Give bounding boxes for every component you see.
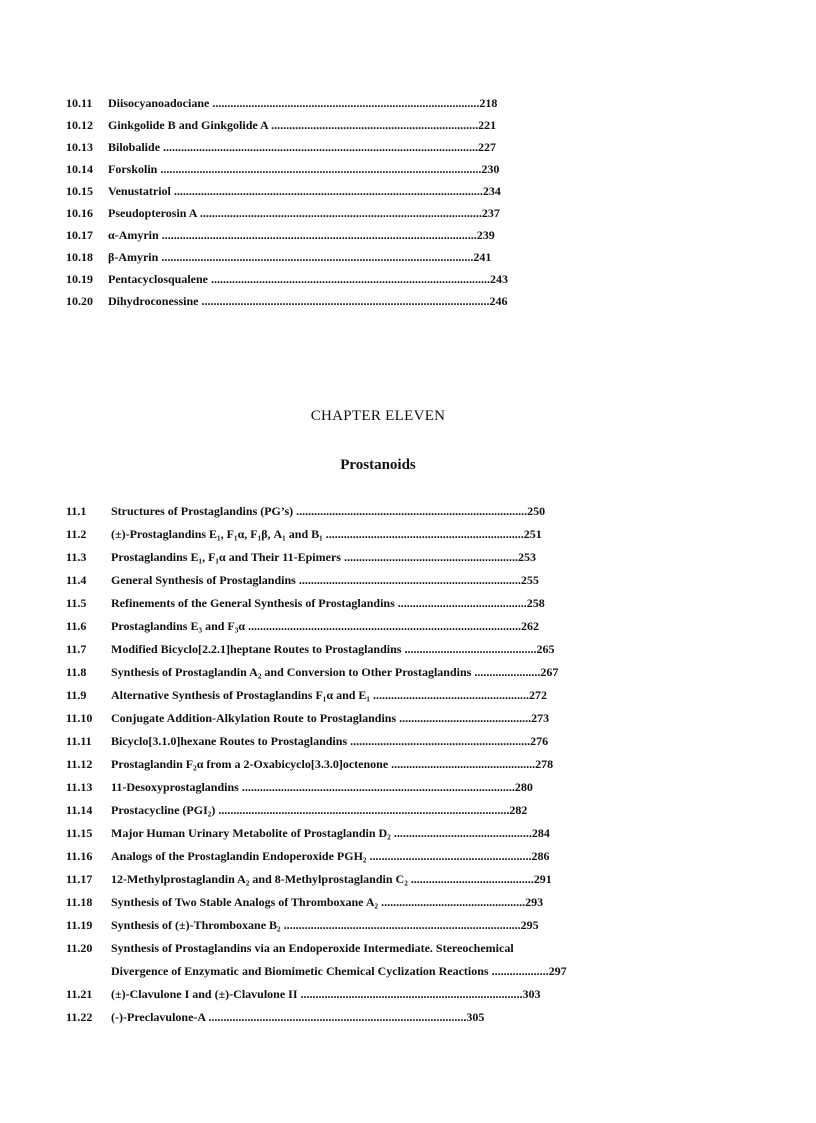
entry-title: 11-Desoxyprostaglandins	[111, 780, 239, 794]
entry-number: 10.12	[66, 118, 93, 132]
toc-entry	[66, 872, 552, 886]
toc-entry	[66, 918, 539, 932]
toc-entry	[66, 527, 542, 541]
entry-page: 227	[478, 140, 497, 154]
entry-title: Modified Bicyclo[2.2.1]heptane Routes to Prostaglandins	[111, 642, 402, 656]
leader-dots: ................................................................................................	[198, 294, 490, 308]
toc-entry	[66, 272, 508, 286]
leader-dots: .................................................................................................	[215, 803, 510, 817]
entry-title: Prostaglandin F₂α from a 2-Oxabicyclo[3.3.0]octenone	[111, 757, 389, 771]
leader-dots: .....................................................................	[268, 118, 479, 132]
leader-dots: .........................................................................................................	[160, 140, 479, 154]
entry-title: Forskolin	[108, 162, 158, 176]
leader-dots: ...........................................................................................	[238, 780, 515, 794]
toc-entry	[66, 757, 553, 771]
entry-title: Prostaglandins E₃ and F₃α	[111, 619, 246, 633]
entry-number: 10.13	[66, 140, 93, 154]
entry-number: 10.19	[66, 272, 93, 286]
entry-number: 11.5	[66, 596, 87, 610]
entry-page: 243	[490, 272, 508, 286]
leader-dots: ..........................................................................	[295, 573, 521, 587]
entry-page: 237	[481, 206, 500, 220]
entry-title: Pentacyclosqualene	[108, 272, 208, 286]
entry-number: 11.7	[66, 642, 87, 656]
entry-title: Ginkgolide B and Ginkgolide A	[108, 118, 269, 132]
entry-number: 11.9	[66, 688, 87, 702]
entry-page: 234	[482, 184, 501, 198]
leader-dots: .............................................................................................	[208, 272, 490, 286]
toc-entry	[66, 206, 500, 220]
entry-page: 218	[479, 96, 498, 110]
entry-page: 230	[481, 162, 500, 176]
entry-page: 265	[536, 642, 555, 656]
toc-entry	[66, 228, 495, 242]
toc-entry	[66, 619, 539, 633]
toc-entry	[66, 162, 499, 176]
entry-title: (±)-Prostaglandins E₁, F₁α, F₁β, A₁ and B₁	[111, 527, 323, 541]
toc-entry	[66, 1010, 484, 1024]
entry-page: 284	[531, 826, 550, 840]
entry-page: 297	[548, 964, 567, 978]
entry-number: 11.6	[66, 619, 87, 633]
entry-title: Synthesis of Prostaglandins via an Endoperoxide Intermediate. Stereochemical	[111, 941, 514, 955]
entry-page: 251	[523, 527, 542, 541]
entry-title: α-Amyrin	[108, 228, 159, 242]
entry-page: 258	[526, 596, 545, 610]
entry-page: 239	[476, 228, 495, 242]
entry-page: 253	[517, 550, 536, 564]
entry-number: 11.2	[66, 527, 87, 541]
entry-number: 11.15	[66, 826, 93, 840]
leader-dots: ............................................	[401, 642, 537, 656]
entry-title: Synthesis of Prostaglandin A₂ and Conversion to Other Prostaglandins	[111, 665, 472, 679]
entry-title: Bicyclo[3.1.0]hexane Routes to Prostaglandins	[111, 734, 348, 748]
leader-dots: ......................................................	[366, 849, 532, 863]
leader-dots: ...............................................................................	[280, 918, 521, 932]
toc-entry	[66, 504, 545, 518]
entry-title: Synthesis of (±)-Thromboxane B₂	[111, 918, 281, 932]
entry-page: 305	[466, 1010, 485, 1024]
leader-dots: ...........................................................................................................	[157, 162, 482, 176]
entry-page: 291	[533, 872, 552, 886]
leader-dots: ..............................................................................................	[196, 206, 482, 220]
leader-dots: ..........................................................................	[297, 987, 523, 1001]
entry-title: Conjugate Addition-Alkylation Route to Prostaglandins	[111, 711, 397, 725]
leader-dots: ..........................................................	[340, 550, 518, 564]
entry-number: 11.14	[66, 803, 93, 817]
entry-number: 10.11	[66, 96, 93, 110]
chapter-heading: CHAPTER ELEVEN	[310, 408, 446, 424]
entry-title: β-Amyrin	[108, 250, 159, 264]
leader-dots: ..................................................................	[322, 527, 524, 541]
entry-number: 11.22	[66, 1010, 93, 1024]
toc-entry	[66, 734, 548, 748]
entry-title: Structures of Prostaglandins (PG’s)	[111, 504, 294, 518]
entry-number: 10.20	[66, 294, 93, 308]
entry-title: 12-Methylprostaglandin A₂ and 8-Methylprostaglandin C₂	[111, 872, 408, 886]
entry-title: Diisocyanoadociane	[108, 96, 210, 110]
entry-page: 276	[530, 734, 549, 748]
entry-title: Prostacycline (PGI₂)	[111, 803, 216, 817]
leader-dots: .........................................................................................................	[158, 228, 477, 242]
entry-title: Alternative Synthesis of Prostaglandins F₁α and E₁	[111, 688, 371, 702]
leader-dots: ................................................	[378, 895, 526, 909]
toc-entry	[66, 780, 533, 794]
entry-page: 280	[514, 780, 533, 794]
entry-number: 11.16	[66, 849, 93, 863]
chapter-title: Prostanoids	[340, 457, 416, 473]
leader-dots: ............................................................	[347, 734, 531, 748]
entry-number: 11.17	[66, 872, 93, 886]
toc-entry	[66, 665, 558, 679]
toc-entry	[66, 184, 501, 198]
leader-dots: ............................................	[396, 711, 532, 725]
entry-page: 221	[478, 118, 497, 132]
entry-page: 246	[489, 294, 508, 308]
entry-number: 10.14	[66, 162, 93, 176]
entry-title: Synthesis of Two Stable Analogs of Thromboxane A₂	[111, 895, 379, 909]
toc-entry	[66, 596, 545, 610]
toc-entry	[66, 96, 497, 110]
entry-page: 255	[520, 573, 539, 587]
entry-number: 11.3	[66, 550, 87, 564]
entry-page: 282	[509, 803, 528, 817]
entry-page: 293	[525, 895, 544, 909]
toc-entry	[66, 987, 541, 1001]
toc-entry	[66, 642, 554, 656]
toc-entry	[66, 140, 496, 154]
entry-number: 11.21	[66, 987, 93, 1001]
leader-dots: ................................................	[388, 757, 536, 771]
entry-number: 11.4	[66, 573, 87, 587]
entry-page: 262	[521, 619, 540, 633]
entry-title: (±)-Clavulone I and (±)-Clavulone II	[111, 987, 298, 1001]
leader-dots: .......................................................................................................	[170, 184, 483, 198]
entry-title: Divergence of Enzymatic and Biomimetic Chemical Cyclization Reactions	[111, 964, 489, 978]
entry-page: 272	[529, 688, 548, 702]
entry-page: 267	[540, 665, 559, 679]
toc-entry	[66, 118, 496, 132]
toc-entry	[66, 711, 549, 725]
entry-title: Dihydroconessine	[108, 294, 199, 308]
entry-number: 10.17	[66, 228, 93, 242]
leader-dots: ...........................................................................................	[245, 619, 522, 633]
leader-dots: ..............................................	[390, 826, 532, 840]
leader-dots: ...................	[488, 964, 549, 978]
toc-entry	[66, 573, 539, 587]
toc-entry	[66, 250, 491, 264]
entry-title: Major Human Urinary Metabolite of Prostaglandin D₂	[111, 826, 391, 840]
leader-dots: .............................................................................	[293, 504, 528, 518]
entry-number: 11.1	[66, 504, 87, 518]
toc-entry	[66, 826, 550, 840]
toc-entry	[66, 849, 550, 863]
entry-number: 11.18	[66, 895, 93, 909]
entry-number: 11.10	[66, 711, 93, 725]
entry-number: 11.20	[66, 941, 93, 955]
leader-dots: ........................................................................................................	[158, 250, 474, 264]
entry-title: (-)-Preclavulone-A	[111, 1010, 206, 1024]
entry-number: 11.8	[66, 665, 87, 679]
entry-page: 273	[531, 711, 550, 725]
entry-page: 278	[535, 757, 554, 771]
leader-dots: ....................................................	[370, 688, 530, 702]
entry-number: 11.13	[66, 780, 93, 794]
toc-entry-continuation	[66, 964, 567, 978]
leader-dots: .........................................	[407, 872, 534, 886]
entry-page: 241	[473, 250, 492, 264]
entry-number: 10.16	[66, 206, 93, 220]
toc-entry	[66, 895, 543, 909]
entry-page: 295	[520, 918, 539, 932]
toc-entry	[66, 294, 507, 308]
toc-entry	[66, 941, 514, 955]
entry-number: 10.15	[66, 184, 93, 198]
leader-dots: .........................................................................................	[209, 96, 480, 110]
entry-number: 10.18	[66, 250, 93, 264]
entry-page: 250	[527, 504, 546, 518]
entry-number: 11.12	[66, 757, 93, 771]
entry-page: 303	[522, 987, 541, 1001]
entry-title: Prostaglandins E₁, F₁α and Their 11-Epimers	[111, 550, 341, 564]
entry-title: Analogs of the Prostaglandin Endoperoxide PGH₂	[111, 849, 367, 863]
toc-entry	[66, 550, 536, 564]
entry-title: Bilobalide	[108, 140, 161, 154]
leader-dots: ...........................................	[394, 596, 527, 610]
entry-number: 11.11	[66, 734, 92, 748]
entry-number: 11.19	[66, 918, 93, 932]
toc-entry	[66, 688, 547, 702]
entry-page: 286	[531, 849, 550, 863]
leader-dots: ......................................................................................	[205, 1010, 467, 1024]
toc-entry	[66, 803, 527, 817]
entry-title: Venustatriol	[108, 184, 171, 198]
entry-title: General Synthesis of Prostaglandins	[111, 573, 296, 587]
leader-dots: ......................	[471, 665, 541, 679]
entry-title: Pseudopterosin A	[108, 206, 197, 220]
entry-title: Refinements of the General Synthesis of Prostaglandins	[111, 596, 395, 610]
